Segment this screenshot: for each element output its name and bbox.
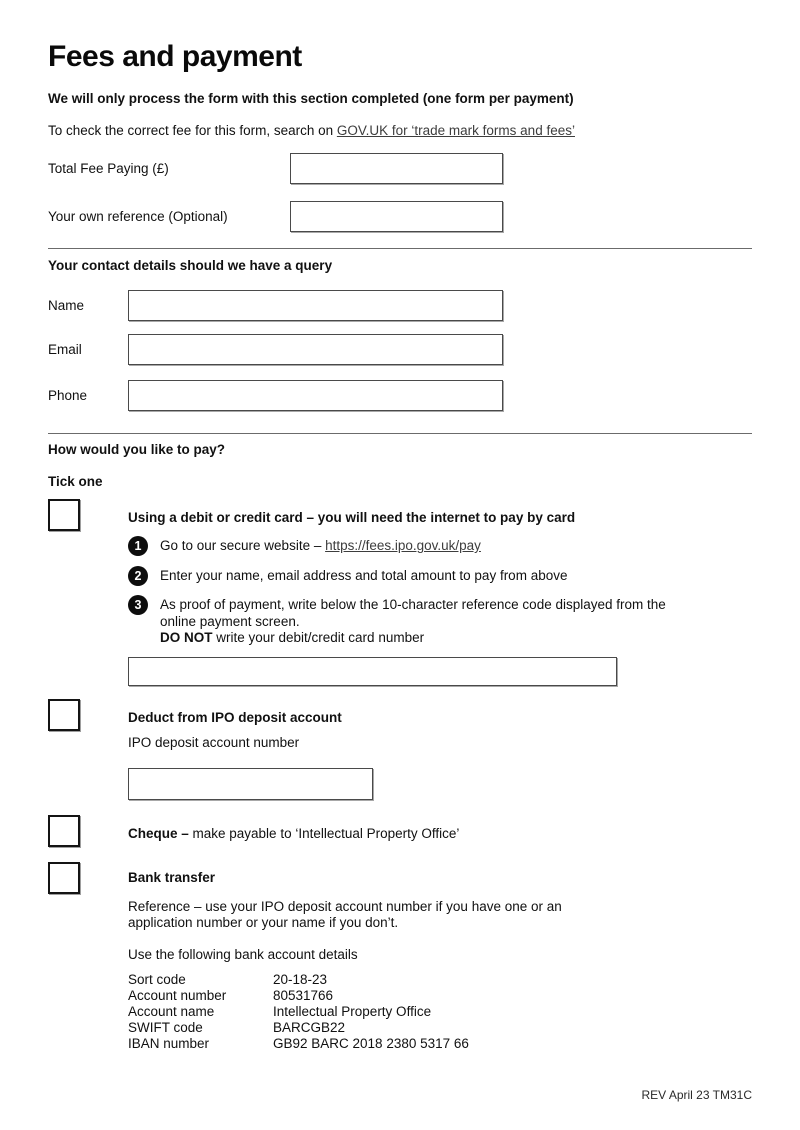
do-not-warning-rest: write your debit/credit card number (212, 630, 425, 645)
fee-check-note (48, 122, 752, 139)
step-1-badge: 1 (128, 536, 148, 556)
card-step-1 (128, 538, 752, 556)
bank-detail-label: Account number (128, 987, 227, 1003)
bank-transfer-content (128, 862, 752, 1052)
card-step-2 (128, 568, 752, 586)
deposit-option-title: Deduct from IPO deposit account (128, 709, 342, 725)
fees-pay-link[interactable]: https://fees.ipo.gov.uk/pay (325, 538, 481, 553)
bank-note-line2: application number or your name if you don’t. (128, 915, 399, 930)
bank-detail-value: 80531766 (273, 987, 334, 1003)
total-fee-input[interactable] (290, 153, 503, 184)
payment-heading: How would you like to pay? (48, 442, 226, 457)
bank-reference-note (128, 899, 628, 932)
bank-transfer-title: Bank transfer (128, 869, 216, 885)
card-payment-option (48, 499, 752, 686)
step-1-prefix: Go to our secure website – (160, 538, 326, 553)
name-row (48, 290, 752, 321)
deposit-account-checkbox[interactable] (48, 699, 80, 731)
own-reference-input[interactable] (290, 201, 503, 232)
fee-check-prefix: To check the correct fee for this form, search on (48, 123, 337, 138)
tick-one-label: Tick one (48, 474, 103, 489)
page-title: Fees and payment (48, 40, 302, 73)
bank-details-table (128, 972, 752, 1052)
step-3-text (160, 597, 666, 647)
email-label: Email (48, 342, 82, 357)
step-3-badge: 3 (128, 595, 148, 615)
card-reference-input[interactable] (128, 657, 617, 686)
cheque-option-rest: make payable to ‘Intellectual Property Office’ (188, 825, 460, 841)
name-input[interactable] (128, 290, 503, 321)
own-reference-row (48, 201, 752, 232)
email-input[interactable] (128, 334, 503, 365)
section-divider-1 (48, 248, 752, 249)
phone-input[interactable] (128, 380, 503, 411)
total-fee-label: Total Fee Paying (£) (48, 161, 169, 176)
section-divider-2 (48, 433, 752, 434)
do-not-warning: DO NOT (160, 630, 213, 645)
cheque-option (48, 815, 752, 847)
bank-detail-value: Intellectual Property Office (273, 1003, 432, 1019)
cheque-content (128, 815, 752, 842)
bank-transfer-checkbox[interactable] (48, 862, 80, 894)
phone-label: Phone (48, 388, 88, 403)
bank-detail-value: GB92 BARC 2018 2380 5317 66 (273, 1035, 469, 1051)
bank-transfer-option (48, 862, 752, 1052)
deposit-account-input[interactable] (128, 768, 373, 800)
deposit-account-content (128, 699, 752, 800)
name-label: Name (48, 298, 85, 313)
card-payment-checkbox[interactable] (48, 499, 80, 531)
bank-detail-label: SWIFT code (128, 1019, 203, 1035)
step-2-badge: 2 (128, 566, 148, 586)
own-reference-label: Your own reference (Optional) (48, 209, 228, 224)
step-3-line1: As proof of payment, write below the 10-character reference code displayed from the (160, 597, 666, 612)
intro-note: We will only process the form with this section completed (one form per payment) (48, 91, 574, 106)
bank-details-intro: Use the following bank account details (128, 946, 358, 962)
deposit-account-option (48, 699, 752, 800)
bank-note-line1: Reference – use your IPO deposit account number if you have one or an (128, 898, 562, 914)
cheque-option-text (128, 825, 752, 842)
cheque-option-title: Cheque – (128, 825, 189, 841)
bank-detail-label: Account name (128, 1003, 215, 1019)
bank-detail-value: BARCGB22 (273, 1019, 346, 1035)
card-step-3 (128, 597, 752, 647)
step-1-text (160, 538, 481, 555)
total-fee-row (48, 153, 752, 184)
cheque-checkbox[interactable] (48, 815, 80, 847)
deposit-account-label: IPO deposit account number (128, 734, 300, 750)
govuk-fees-link[interactable]: GOV.UK for ‘trade mark forms and fees’ (336, 123, 575, 138)
bank-detail-label: IBAN number (128, 1035, 210, 1051)
bank-detail-value: 20-18-23 (273, 971, 328, 987)
phone-row (48, 380, 752, 411)
card-payment-content (128, 499, 752, 686)
card-option-title: Using a debit or credit card – you will need the internet to pay by card (128, 510, 576, 525)
email-row (48, 334, 752, 365)
contact-heading: Your contact details should we have a query (48, 258, 333, 273)
step-3-line2: online payment screen. (160, 613, 300, 629)
footer-revision: REV April 23 TM31C (641, 1088, 752, 1102)
step-2-text: Enter your name, email address and total amount to pay from above (160, 568, 568, 583)
bank-detail-label: Sort code (128, 971, 186, 987)
